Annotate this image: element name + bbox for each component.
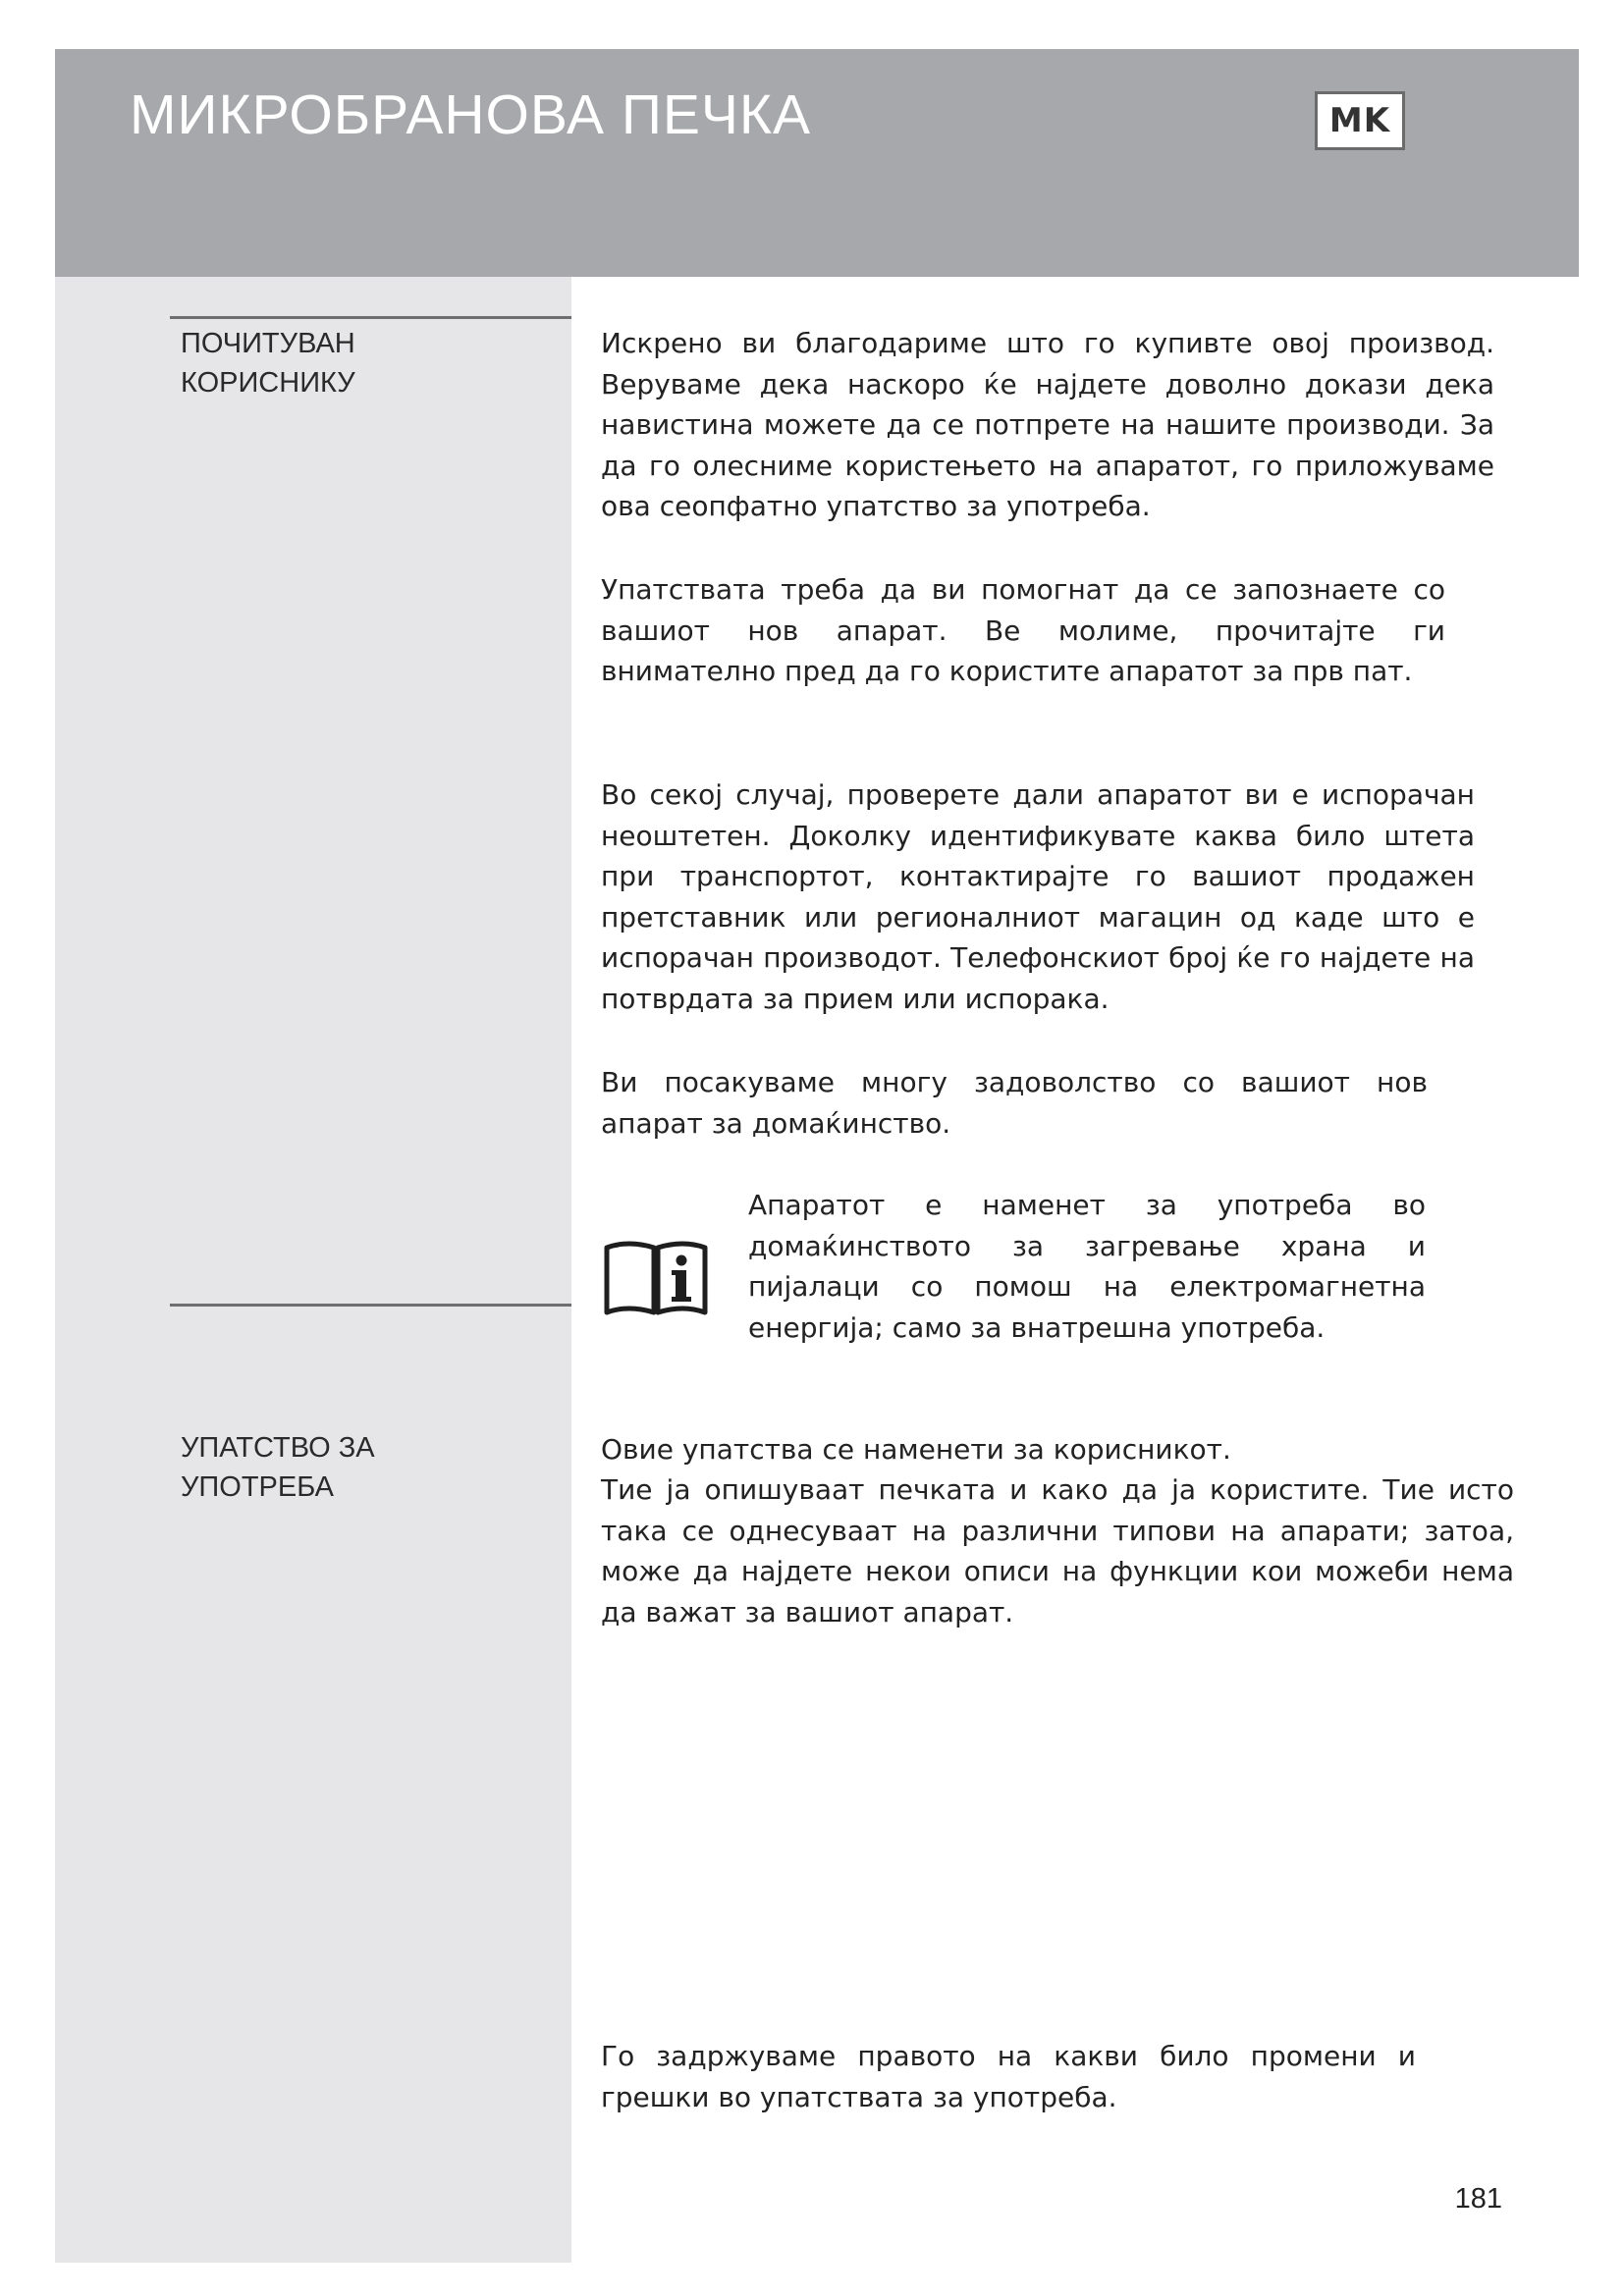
section-label-line: КОРИСНИКУ	[181, 367, 355, 399]
section-label-dear-user	[181, 324, 355, 402]
wishes-paragraph: Ви посакуваме многу задоволство со вашиот нов апарат за домаќинство.	[601, 1066, 1428, 1140]
info-note: Апаратот е наменет за употреба во домаќинството за загревање храна и пијалаци со помош на електромагнетна енергија; само за внатрешна употреба.	[748, 1189, 1426, 1344]
info-book-icon	[601, 1234, 711, 1316]
language-badge: MK	[1315, 91, 1405, 150]
page-number: 181	[1454, 2183, 1502, 2215]
section-label-line: ПОЧИТУВАН	[181, 328, 355, 359]
rights-reserved-note: Го задржуваме правото на какви било промени и грешки во упатствата за употреба.	[601, 2040, 1416, 2113]
section-label-instructions	[181, 1428, 375, 1507]
section-label-line: УПАТСТВО ЗА	[181, 1432, 375, 1464]
delivery-check-paragraph: Во секој случај, проверете дали апаратот ви е испорачан неоштетен. Доколку идентификувате каква било штета при транспортот, контактирајте го вашиот продажен претставник или регионалниот магацин од каде што е испорачан производот. Телефонскиот број ќе го најдете на потврдата за прием или испорака.	[601, 778, 1475, 1015]
section-divider-top	[170, 316, 571, 319]
section-label-line: УПОТРЕБА	[181, 1471, 334, 1503]
section-divider-instructions	[170, 1304, 571, 1307]
instructions-paragraph: Упатствата треба да ви помогнат да се запознаете со вашиот нов апарат. Ве молиме, прочитајте ги внимателно пред да го користите апаратот за прв пат.	[601, 573, 1445, 687]
instructions-description-paragraph: Тие ја опишуваат печката и како да ја користите. Тие исто така се однесуваат на различни типови на апарати; затоа, може да најдете некои описи на функции кои можеби нема да важат за вашиот апарат.	[601, 1473, 1514, 1629]
page-title: МИКРОБРАНОВА ПЕЧКА	[130, 83, 812, 146]
intro-paragraph: Искрено ви благодариме што го купивте овој производ. Веруваме дека наскоро ќе најдете доволно докази дека навистина можете да се потпрете на нашите производи. За да го олесниме користењето на апаратот, го приложуваме ова сеопфатно упатство за употреба.	[601, 327, 1494, 522]
sidebar-panel	[55, 277, 571, 2263]
instructions-purpose-line: Овие упатства се наменети за корисникот.	[601, 1433, 1231, 1466]
